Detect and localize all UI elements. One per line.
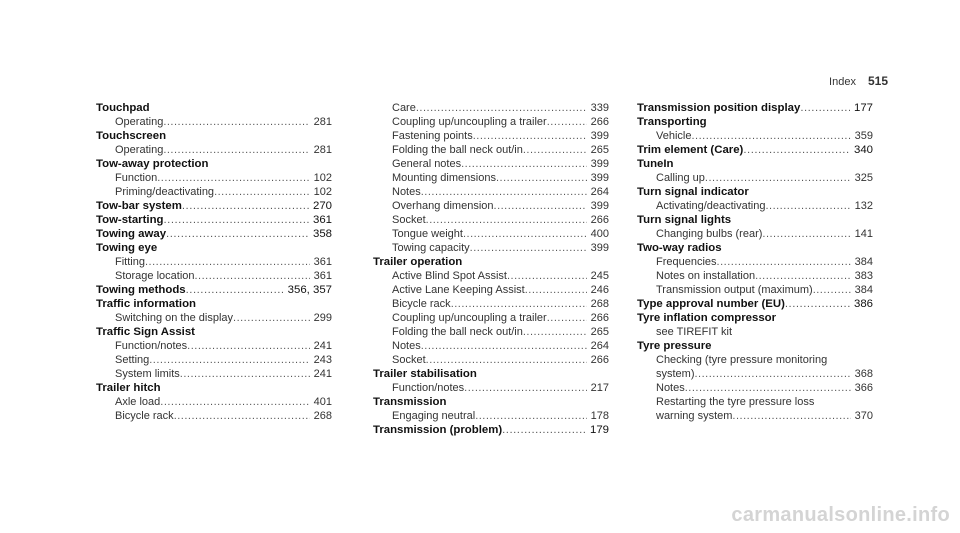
- page-ref[interactable]: 179: [589, 424, 609, 436]
- subentry-text: Coupling up/uncoupling a trailer: [392, 312, 547, 324]
- subentry-text: Checking (tyre pressure monitoring: [656, 354, 828, 366]
- subentry-text: Mounting dimensions: [392, 172, 496, 184]
- index-entry: [637, 339, 873, 423]
- page-ref[interactable]: 400: [590, 228, 609, 240]
- page-ref[interactable]: 141: [854, 228, 873, 240]
- page-ref[interactable]: 268: [590, 298, 609, 310]
- index-entry: [637, 115, 873, 143]
- subentry-text: Function/notes: [115, 340, 188, 352]
- index-column-1: [96, 101, 332, 423]
- entry-title: Traffic Sign Assist: [96, 326, 195, 338]
- subentry-text: Setting: [115, 354, 150, 366]
- page-number: 515: [867, 74, 888, 88]
- subentry-text: Socket: [392, 214, 426, 226]
- entry-title: Towing eye: [96, 242, 158, 254]
- page-ref[interactable]: 384: [854, 256, 873, 268]
- index-entry: [637, 143, 873, 157]
- index-entry: [637, 213, 873, 241]
- subentry-text: Frequencies: [656, 256, 717, 268]
- subentry-text: system): [656, 368, 695, 380]
- page-ref[interactable]: 361: [313, 256, 332, 268]
- subentry-text: Fitting: [115, 256, 145, 268]
- subentry-text: Notes: [656, 382, 685, 394]
- subentry-text: Notes: [392, 340, 421, 352]
- entry-title: Tow-bar system: [96, 200, 182, 212]
- subentry-text: Tongue weight: [392, 228, 463, 240]
- entry-title: Transmission position display: [637, 102, 801, 114]
- page-ref[interactable]: 241: [313, 368, 332, 380]
- entry-title: Turn signal lights: [637, 214, 732, 226]
- subentry-text: Folding the ball neck out/in: [392, 326, 523, 338]
- entry-title: Transmission (problem): [373, 424, 503, 436]
- page-ref[interactable]: 177: [853, 102, 873, 114]
- subentry-text: Switching on the display: [115, 312, 234, 324]
- subentry-text: System limits: [115, 368, 180, 380]
- entry-title: Touchpad: [96, 102, 150, 114]
- index-entry: [96, 241, 332, 283]
- entry-title: Trailer operation: [373, 256, 463, 268]
- index-entry: [637, 101, 873, 115]
- index-entry: [96, 227, 332, 241]
- entry-title: Type approval number (EU): [637, 298, 785, 310]
- page-ref[interactable]: 399: [590, 172, 609, 184]
- subentry-text: Folding the ball neck out/in: [392, 144, 523, 156]
- subentry-text: Operating: [115, 116, 164, 128]
- page-ref[interactable]: 399: [590, 200, 609, 212]
- index-column-3: [637, 101, 873, 423]
- page-ref[interactable]: 281: [313, 116, 332, 128]
- subentry-text: Care: [392, 102, 416, 114]
- subentry-text: Operating: [115, 144, 164, 156]
- index-entry: [637, 157, 873, 185]
- page-ref[interactable]: 266: [590, 354, 609, 366]
- subentry-text: Fastening points: [392, 130, 473, 142]
- page-ref[interactable]: 132: [854, 200, 873, 212]
- section-title: Index: [829, 76, 856, 88]
- entry-title: Traffic information: [96, 298, 196, 310]
- subentry-text: Calling up: [656, 172, 705, 184]
- page-header: [829, 74, 888, 88]
- page-ref[interactable]: 339: [590, 102, 609, 114]
- page-ref[interactable]: 399: [590, 158, 609, 170]
- subentry-text: warning system: [656, 410, 733, 422]
- page-ref[interactable]: 241: [313, 340, 332, 352]
- subentry-text: Towing capacity: [392, 242, 470, 254]
- subentry-text: Vehicle: [656, 130, 692, 142]
- entry-title: Tow-starting: [96, 214, 164, 226]
- page-ref[interactable]: 368: [854, 368, 873, 380]
- index-column-2: [373, 101, 609, 437]
- page-ref[interactable]: 264: [590, 186, 609, 198]
- subentry-text: Changing bulbs (rear): [656, 228, 763, 240]
- subentry-text: Bicycle rack: [392, 298, 451, 310]
- entry-title: Tyre inflation compressor: [637, 312, 777, 324]
- index-entry: [96, 213, 332, 227]
- entry-title: Trailer stabilisation: [373, 368, 477, 380]
- entry-title: TuneIn: [637, 158, 674, 170]
- page-ref[interactable]: 356, 357: [287, 284, 332, 296]
- entry-title: Towing away: [96, 228, 167, 240]
- subentry-text: Activating/deactivating: [656, 200, 766, 212]
- page-ref[interactable]: 264: [590, 340, 609, 352]
- subentry-text: Engaging neutral: [392, 410, 476, 422]
- page-ref[interactable]: 361: [313, 270, 332, 282]
- index-entry: [637, 241, 873, 297]
- index-entry: [373, 367, 609, 395]
- page-ref[interactable]: 401: [313, 396, 332, 408]
- index-entry: [373, 395, 609, 423]
- entry-title: Touchscreen: [96, 130, 167, 142]
- page-ref[interactable]: 370: [854, 410, 873, 422]
- page-ref[interactable]: 246: [590, 284, 609, 296]
- subentry-text: Overhang dimension: [392, 200, 494, 212]
- subentry-text: Function/notes: [392, 382, 465, 394]
- entry-title: Turn signal indicator: [637, 186, 749, 198]
- subentry-text: Notes: [392, 186, 421, 198]
- subentry-text: Bicycle rack: [115, 410, 174, 422]
- page-ref[interactable]: 358: [312, 228, 332, 240]
- subentry-text: Socket: [392, 354, 426, 366]
- page-ref[interactable]: 384: [854, 284, 873, 296]
- entry-title: Towing methods: [96, 284, 186, 296]
- cross-reference[interactable]: see TIREFIT kit: [656, 326, 733, 338]
- page-ref[interactable]: 281: [313, 144, 332, 156]
- subentry-text: Function: [115, 172, 158, 184]
- index-entry: [637, 311, 873, 339]
- subentry-text: Notes on installation: [656, 270, 756, 282]
- index-entry: [637, 297, 873, 311]
- subentry-text: Priming/deactivating: [115, 186, 215, 198]
- page-ref[interactable]: 266: [590, 214, 609, 226]
- index-entry: [96, 381, 332, 423]
- page-ref[interactable]: 268: [313, 410, 332, 422]
- subentry-text: Coupling up/uncoupling a trailer: [392, 116, 547, 128]
- page-ref[interactable]: 265: [590, 144, 609, 156]
- page-ref[interactable]: 265: [590, 326, 609, 338]
- page-ref[interactable]: 399: [590, 130, 609, 142]
- page-ref[interactable]: 266: [590, 116, 609, 128]
- page-ref[interactable]: 102: [313, 172, 332, 184]
- subentry-text: Active Lane Keeping Assist: [392, 284, 525, 296]
- watermark: carmanualsonline.info: [731, 504, 950, 526]
- index-entry: [96, 157, 332, 199]
- entry-title: Trim element (Care): [637, 144, 744, 156]
- entry-title: Transporting: [637, 116, 707, 128]
- subentry-text: Active Blind Spot Assist: [392, 270, 507, 282]
- index-entry: [96, 101, 332, 129]
- subentry-text: Restarting the tyre pressure loss: [656, 396, 815, 408]
- page-ref[interactable]: 299: [313, 312, 332, 324]
- page-ref[interactable]: 340: [853, 144, 873, 156]
- entry-title: Transmission: [373, 396, 447, 408]
- index-entry: [96, 297, 332, 325]
- index-entry: [96, 325, 332, 381]
- entry-title: Two-way radios: [637, 242, 722, 254]
- subentry-text: General notes: [392, 158, 462, 170]
- index-entry: [373, 255, 609, 367]
- entry-title: Tow-away protection: [96, 158, 209, 170]
- page-ref[interactable]: 217: [590, 382, 609, 394]
- subentry-text: Storage location: [115, 270, 195, 282]
- page-ref[interactable]: 361: [312, 214, 332, 226]
- page-ref[interactable]: 366: [854, 382, 873, 394]
- index-entry: [96, 199, 332, 213]
- subentry-text: Axle load: [115, 396, 161, 408]
- index-entry: [373, 423, 609, 437]
- page-ref[interactable]: 243: [313, 354, 332, 366]
- page-ref[interactable]: 386: [853, 298, 873, 310]
- index-entry: [637, 185, 873, 213]
- page-ref[interactable]: 359: [854, 130, 873, 142]
- page-ref[interactable]: 102: [313, 186, 332, 198]
- entry-title: Tyre pressure: [637, 340, 712, 352]
- entry-title: Trailer hitch: [96, 382, 161, 394]
- page-ref[interactable]: 270: [312, 200, 332, 212]
- page-ref[interactable]: 399: [590, 242, 609, 254]
- page-ref[interactable]: 245: [590, 270, 609, 282]
- page-ref[interactable]: 266: [590, 312, 609, 324]
- page-ref[interactable]: 325: [854, 172, 873, 184]
- subentry-text: Transmission output (maximum): [656, 284, 813, 296]
- page-ref[interactable]: 383: [854, 270, 873, 282]
- page-ref[interactable]: 178: [590, 410, 609, 422]
- index-entry: [96, 129, 332, 157]
- index-entry: [96, 283, 332, 297]
- index-entry-continued: [373, 101, 609, 255]
